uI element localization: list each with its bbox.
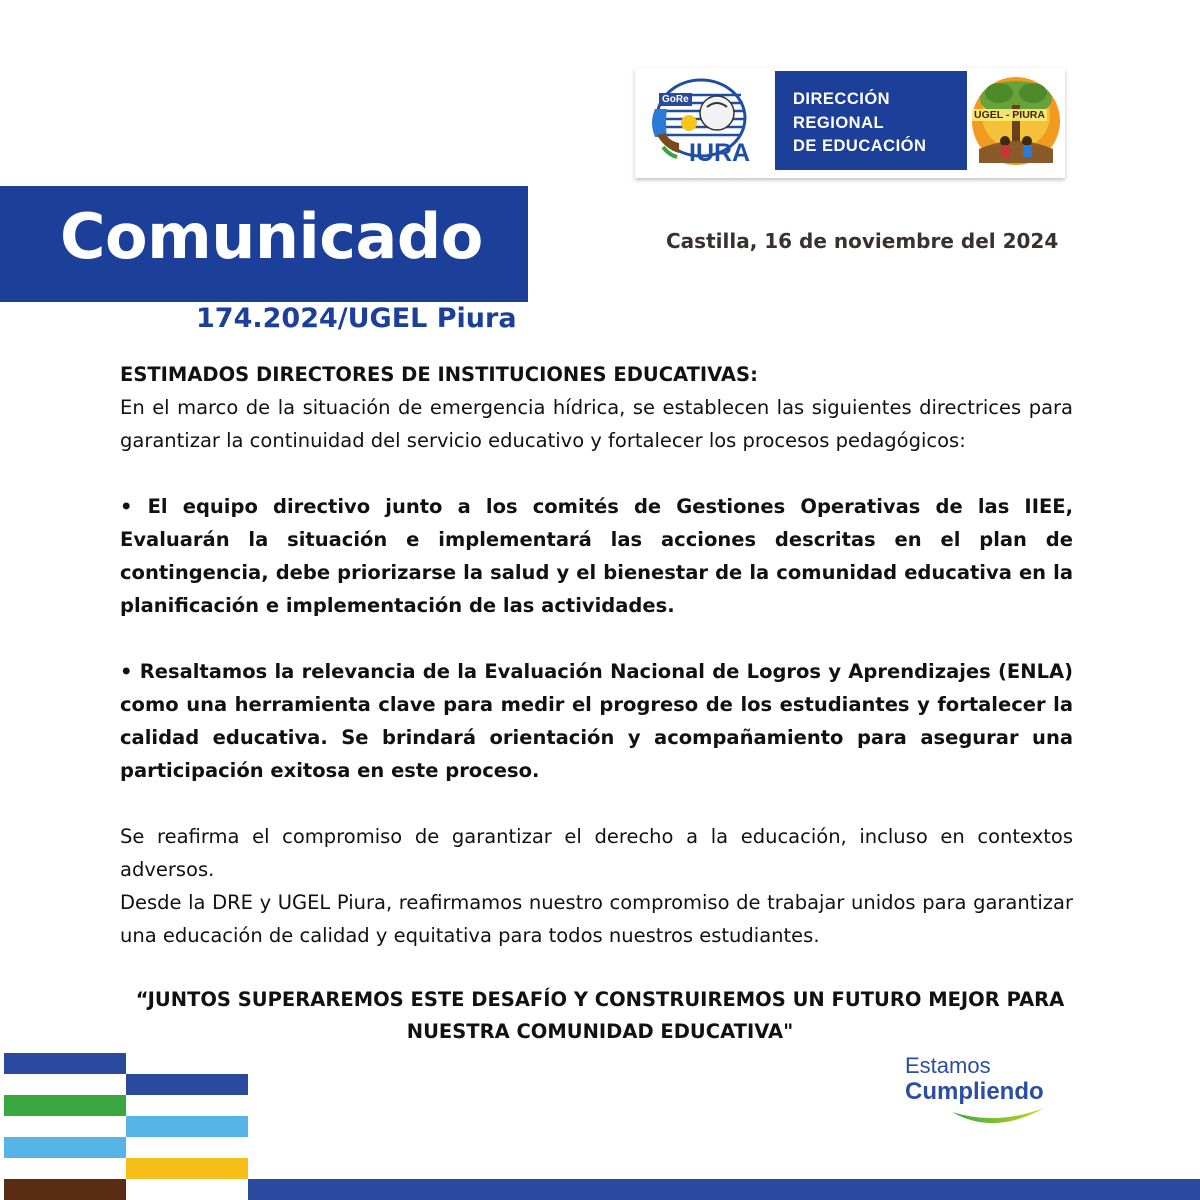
- dre-line-1: DIRECCIÓN: [793, 90, 891, 108]
- swoosh-icon: [950, 1106, 1046, 1130]
- bullet-paragraph-1: • El equipo directivo junto a los comités de Gestiones Operativas de las IIEE, Evaluarán la situación e implementará las acciones descritas en el plan de contingencia, debe priorizarse la salud y el bienestar de la comunidad educativa en la planificación e implementación de las actividades.: [120, 495, 1073, 617]
- closing-paragraph-1: Se reafirma el compromiso de garantizar el derecho a la educación, incluso en contextos adversos.: [120, 825, 1073, 881]
- stripe-yellow: [126, 1158, 248, 1179]
- intro-paragraph: En el marco de la situación de emergencia hídrica, se establecen las siguientes directrices para garantizar la continuidad del servicio educativo y fortalecer los procesos pedagógicos:: [120, 396, 1073, 452]
- letter-body: [120, 358, 1073, 952]
- document-date: Castilla, 16 de noviembre del 2024: [666, 229, 1059, 253]
- page-title: Comunicado: [60, 200, 483, 273]
- stripe-lightblue-1: [126, 1116, 248, 1137]
- stripe-lightblue-2: [4, 1137, 126, 1158]
- stripe-green: [4, 1095, 126, 1116]
- gore-small-text: GoRe: [659, 93, 692, 106]
- dre-line-2: REGIONAL: [793, 113, 885, 132]
- gore-piura-logo: [643, 73, 771, 173]
- brand-line-1: Estamos: [905, 1053, 991, 1078]
- bullet-paragraph-2: • Resaltamos la relevancia de la Evaluación Nacional de Logros y Aprendizajes (ENLA) como una herramienta clave para medir el progreso de los estudiantes y fortalecer la calidad educativa. Se brindará orientación y acompañamiento para asegurar una participación exitosa en este proceso.: [120, 660, 1073, 782]
- dre-line-3: DE EDUCACIÓN: [793, 137, 927, 155]
- stripe-blue-1: [4, 1053, 126, 1074]
- slogan: [110, 984, 1090, 1048]
- ugel-logo-label: UGEL - PIURA: [974, 109, 1045, 121]
- greeting: ESTIMADOS DIRECTORES DE INSTITUCIONES EDUCATIVAS:: [120, 363, 758, 386]
- institution-logos: [635, 68, 1065, 178]
- dre-logo-box: [775, 71, 967, 170]
- closing-paragraph-2: Desde la DRE y UGEL Piura, reafirmamos nuestro compromiso de trabajar unidos para garantizar una educación de calidad y equitativa para todos nuestros estudiantes.: [120, 891, 1073, 947]
- stripe-blue-2: [126, 1074, 248, 1095]
- slogan-line-2: NUESTRA COMUNIDAD EDUCATIVA": [406, 1020, 794, 1043]
- ugel-piura-logo: [969, 71, 1063, 170]
- brand-line-2: Cumpliendo: [905, 1078, 1044, 1105]
- footer-bar: [248, 1179, 1200, 1200]
- stripe-brown: [4, 1179, 126, 1200]
- slogan-line-1: “JUNTOS SUPERAREMOS ESTE DESAFÍO Y CONSTRUIREMOS UN FUTURO MEJOR PARA: [135, 988, 1065, 1011]
- gore-big-text: IURA: [689, 139, 751, 167]
- document-number: 174.2024/UGEL Piura: [196, 303, 517, 334]
